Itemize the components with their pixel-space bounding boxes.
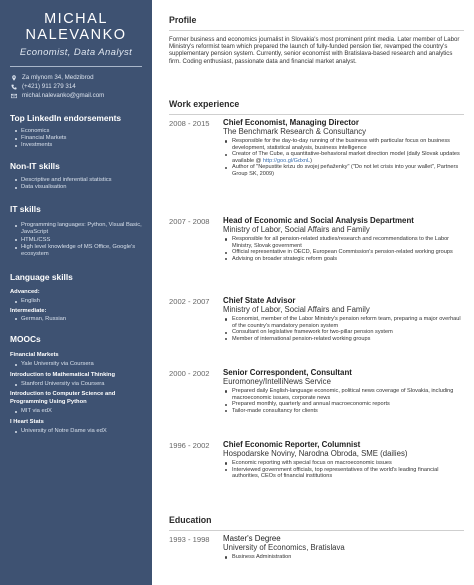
profile-text: Former business and economics journalist in Slovakia's most prominent print media. Later member of Labor Ministry's reformist team which prepared the launch of fully-funded pension tier, revamped the country's supplementary pension system. Currently, senior economist with Bratislava-based research and analytics firm. Coding enthusiast, passionate data and financial market analyst. — [169, 36, 460, 65]
section-divider — [169, 530, 464, 531]
job-entry — [169, 440, 464, 480]
mooc-provider-list — [10, 361, 142, 368]
list-item: High level knowledge of MS Office, Google's ecosystem — [21, 244, 142, 259]
list-item: Interviewed government officials, top representatives of the world's leading financial authorities, CEOs of financial institutions — [223, 467, 464, 480]
last-name: NALEVANKO — [25, 27, 127, 43]
list-item: Descriptive and inferential statistics — [21, 177, 142, 184]
list-item: Tailor-made consultancy for clients — [223, 408, 464, 415]
mooc-course-name: I Heart Stats — [10, 418, 44, 425]
profile-section — [169, 15, 464, 65]
it-heading: IT skills — [10, 204, 41, 215]
job-title: Chief Economic Reporter, Columnist — [223, 440, 361, 449]
profile-heading: Profile — [169, 15, 197, 25]
mooc-provider-list — [10, 408, 142, 415]
first-name: MICHAL — [44, 11, 108, 27]
advanced-label: Advanced: — [10, 288, 40, 295]
job-dates: 2007 - 2008 — [169, 217, 210, 226]
list-item: Consultant on legislative framework for two-pillar pension system — [223, 329, 464, 336]
moocs-section — [0, 334, 152, 435]
link-suffix: ) — [310, 157, 313, 164]
list-item: MIT via edX — [21, 408, 142, 415]
nonit-section — [0, 161, 152, 192]
cube-link[interactable]: http://goo.gl/GdxnL — [262, 157, 311, 164]
job-entry — [169, 368, 464, 414]
job-bullets — [223, 460, 464, 480]
phone-text: (+421) 911 279 314 — [22, 83, 76, 91]
linkedin-list — [10, 128, 142, 150]
linkedin-heading: Top LinkedIn endorsements — [10, 112, 122, 123]
candidate-name — [0, 0, 152, 43]
list-item: Financial Markets — [21, 135, 142, 142]
linkedin-section — [0, 113, 152, 150]
education-entry — [169, 534, 464, 561]
job-company: Ministry of Labor, Social Affairs and Family — [223, 305, 370, 314]
list-item: Yale University via Coursera — [21, 361, 142, 368]
list-item — [223, 151, 464, 164]
mooc-course-name: Financial Markets — [10, 351, 59, 358]
list-item: Stanford University via Coursera — [21, 381, 142, 388]
list-item: Official representative in OECD, European Commission's pension-related working groups — [223, 249, 464, 256]
email-text[interactable]: michal.nalevanko@gmail.com — [22, 92, 105, 100]
job-dates: 2002 - 2007 — [169, 297, 210, 306]
mooc-course-name: Introduction to Mathematical Thinking — [10, 371, 115, 378]
mooc-provider-list — [10, 381, 142, 388]
advanced-list — [10, 298, 142, 305]
phone-icon — [10, 83, 18, 90]
list-item: Business Administration — [223, 554, 464, 561]
education-bullets — [223, 554, 464, 561]
job-dates: 2000 - 2002 — [169, 369, 210, 378]
job-company: Hospodarske Noviny, Narodna Obroda, SME (dailies) — [223, 449, 408, 458]
education-degree: Master's Degree — [223, 534, 281, 543]
candidate-title: Economist, Data Analyst — [19, 47, 133, 58]
list-item: Economics — [21, 128, 142, 135]
list-item: University of Notre Dame via edX — [21, 428, 142, 435]
location-pin-icon — [10, 74, 18, 81]
job-company: Ministry of Labor, Social Affairs and Family — [223, 225, 370, 234]
contact-phone — [10, 82, 142, 91]
sidebar — [0, 0, 152, 585]
list-item: Programming languages: Python, Visual Basic, JavaScript — [21, 222, 142, 236]
job-bullets — [223, 388, 464, 414]
moocs-heading: MOOCs — [10, 333, 41, 344]
section-divider — [169, 114, 464, 115]
job-title: Chief Economist, Managing Director — [223, 118, 359, 127]
email-icon — [10, 93, 18, 100]
list-item: Economist, member of the Labor Ministry's pension reform team, preparing a major overhaul of the country's mandatory pension system — [223, 316, 464, 329]
education-header — [169, 515, 464, 531]
contact-info — [0, 67, 152, 101]
job-title: Senior Correspondent, Consultant — [223, 368, 352, 377]
list-item: Data visualisation — [21, 184, 142, 191]
list-item: Responsible for the day-to-day running of the business with particular focus on business development, statistical analysis, business intelligence — [223, 138, 464, 151]
list-item: Prepared monthly, quarterly and annual macroeconomic reports — [223, 401, 464, 408]
job-bullets — [223, 316, 464, 342]
section-divider — [169, 30, 464, 31]
it-list — [10, 222, 142, 258]
language-heading: Language skills — [10, 271, 73, 282]
job-bullets — [223, 236, 464, 262]
list-item: Investments — [21, 142, 142, 149]
mooc-provider-list — [10, 428, 142, 435]
job-entry — [169, 118, 464, 178]
job-title: Chief State Advisor — [223, 296, 296, 305]
nonit-list — [10, 177, 142, 192]
list-item: HTML/CSS — [21, 237, 142, 244]
contact-address — [10, 73, 142, 82]
education-heading: Education — [169, 515, 212, 525]
job-title: Head of Economic and Social Analysis Department — [223, 216, 414, 225]
language-section — [0, 272, 152, 323]
list-item-text: Creator of The Cube, a quantitative-behavioral market direction model (daily Slovak updates available @ — [232, 151, 460, 164]
mooc-course-name: Introduction to Computer Science and Programming Using Python — [10, 391, 116, 405]
education-school: University of Economics, Bratislava — [223, 543, 345, 552]
job-entry — [169, 296, 464, 342]
list-item: Member of international pension-related working groups — [223, 336, 464, 343]
list-item: Prepared daily English-language economic, political news coverage of Slovakia, including macroeconomic issues, corporate news — [223, 388, 464, 401]
list-item: English — [21, 298, 142, 305]
address-text: Za mlynom 34, Medzibrod — [22, 74, 94, 81]
job-dates: 2008 - 2015 — [169, 119, 210, 128]
list-item: Advising on broader strategic reform goals — [223, 256, 464, 263]
job-dates: 1996 - 2002 — [169, 441, 210, 450]
job-company: Euromoney/IntelliNews Service — [223, 377, 331, 386]
job-entry — [169, 216, 464, 262]
experience-header — [169, 99, 464, 115]
intermediate-list — [10, 316, 142, 323]
nonit-heading: Non-IT skills — [10, 160, 60, 171]
list-item: Author of "Nepustite krizu do svojej peňaženky" ("Do not let crisis into your wallet", Partners Group SK, 2009) — [223, 164, 464, 177]
intermediate-label: Intermediate: — [10, 308, 47, 315]
it-section — [0, 204, 152, 258]
contact-email[interactable] — [10, 91, 142, 100]
list-item: Responsible for all pension-related studies/research and recommendations to the Labor Ministry, Slovak government — [223, 236, 464, 249]
job-company: The Benchmark Research & Consultancy — [223, 127, 367, 136]
education-dates: 1993 - 1998 — [169, 535, 210, 544]
experience-heading: Work experience — [169, 99, 240, 109]
list-item: Economic reporting with special focus on macroeconomic issues — [223, 460, 464, 467]
list-item: German, Russian — [21, 316, 142, 323]
job-bullets — [223, 138, 464, 178]
